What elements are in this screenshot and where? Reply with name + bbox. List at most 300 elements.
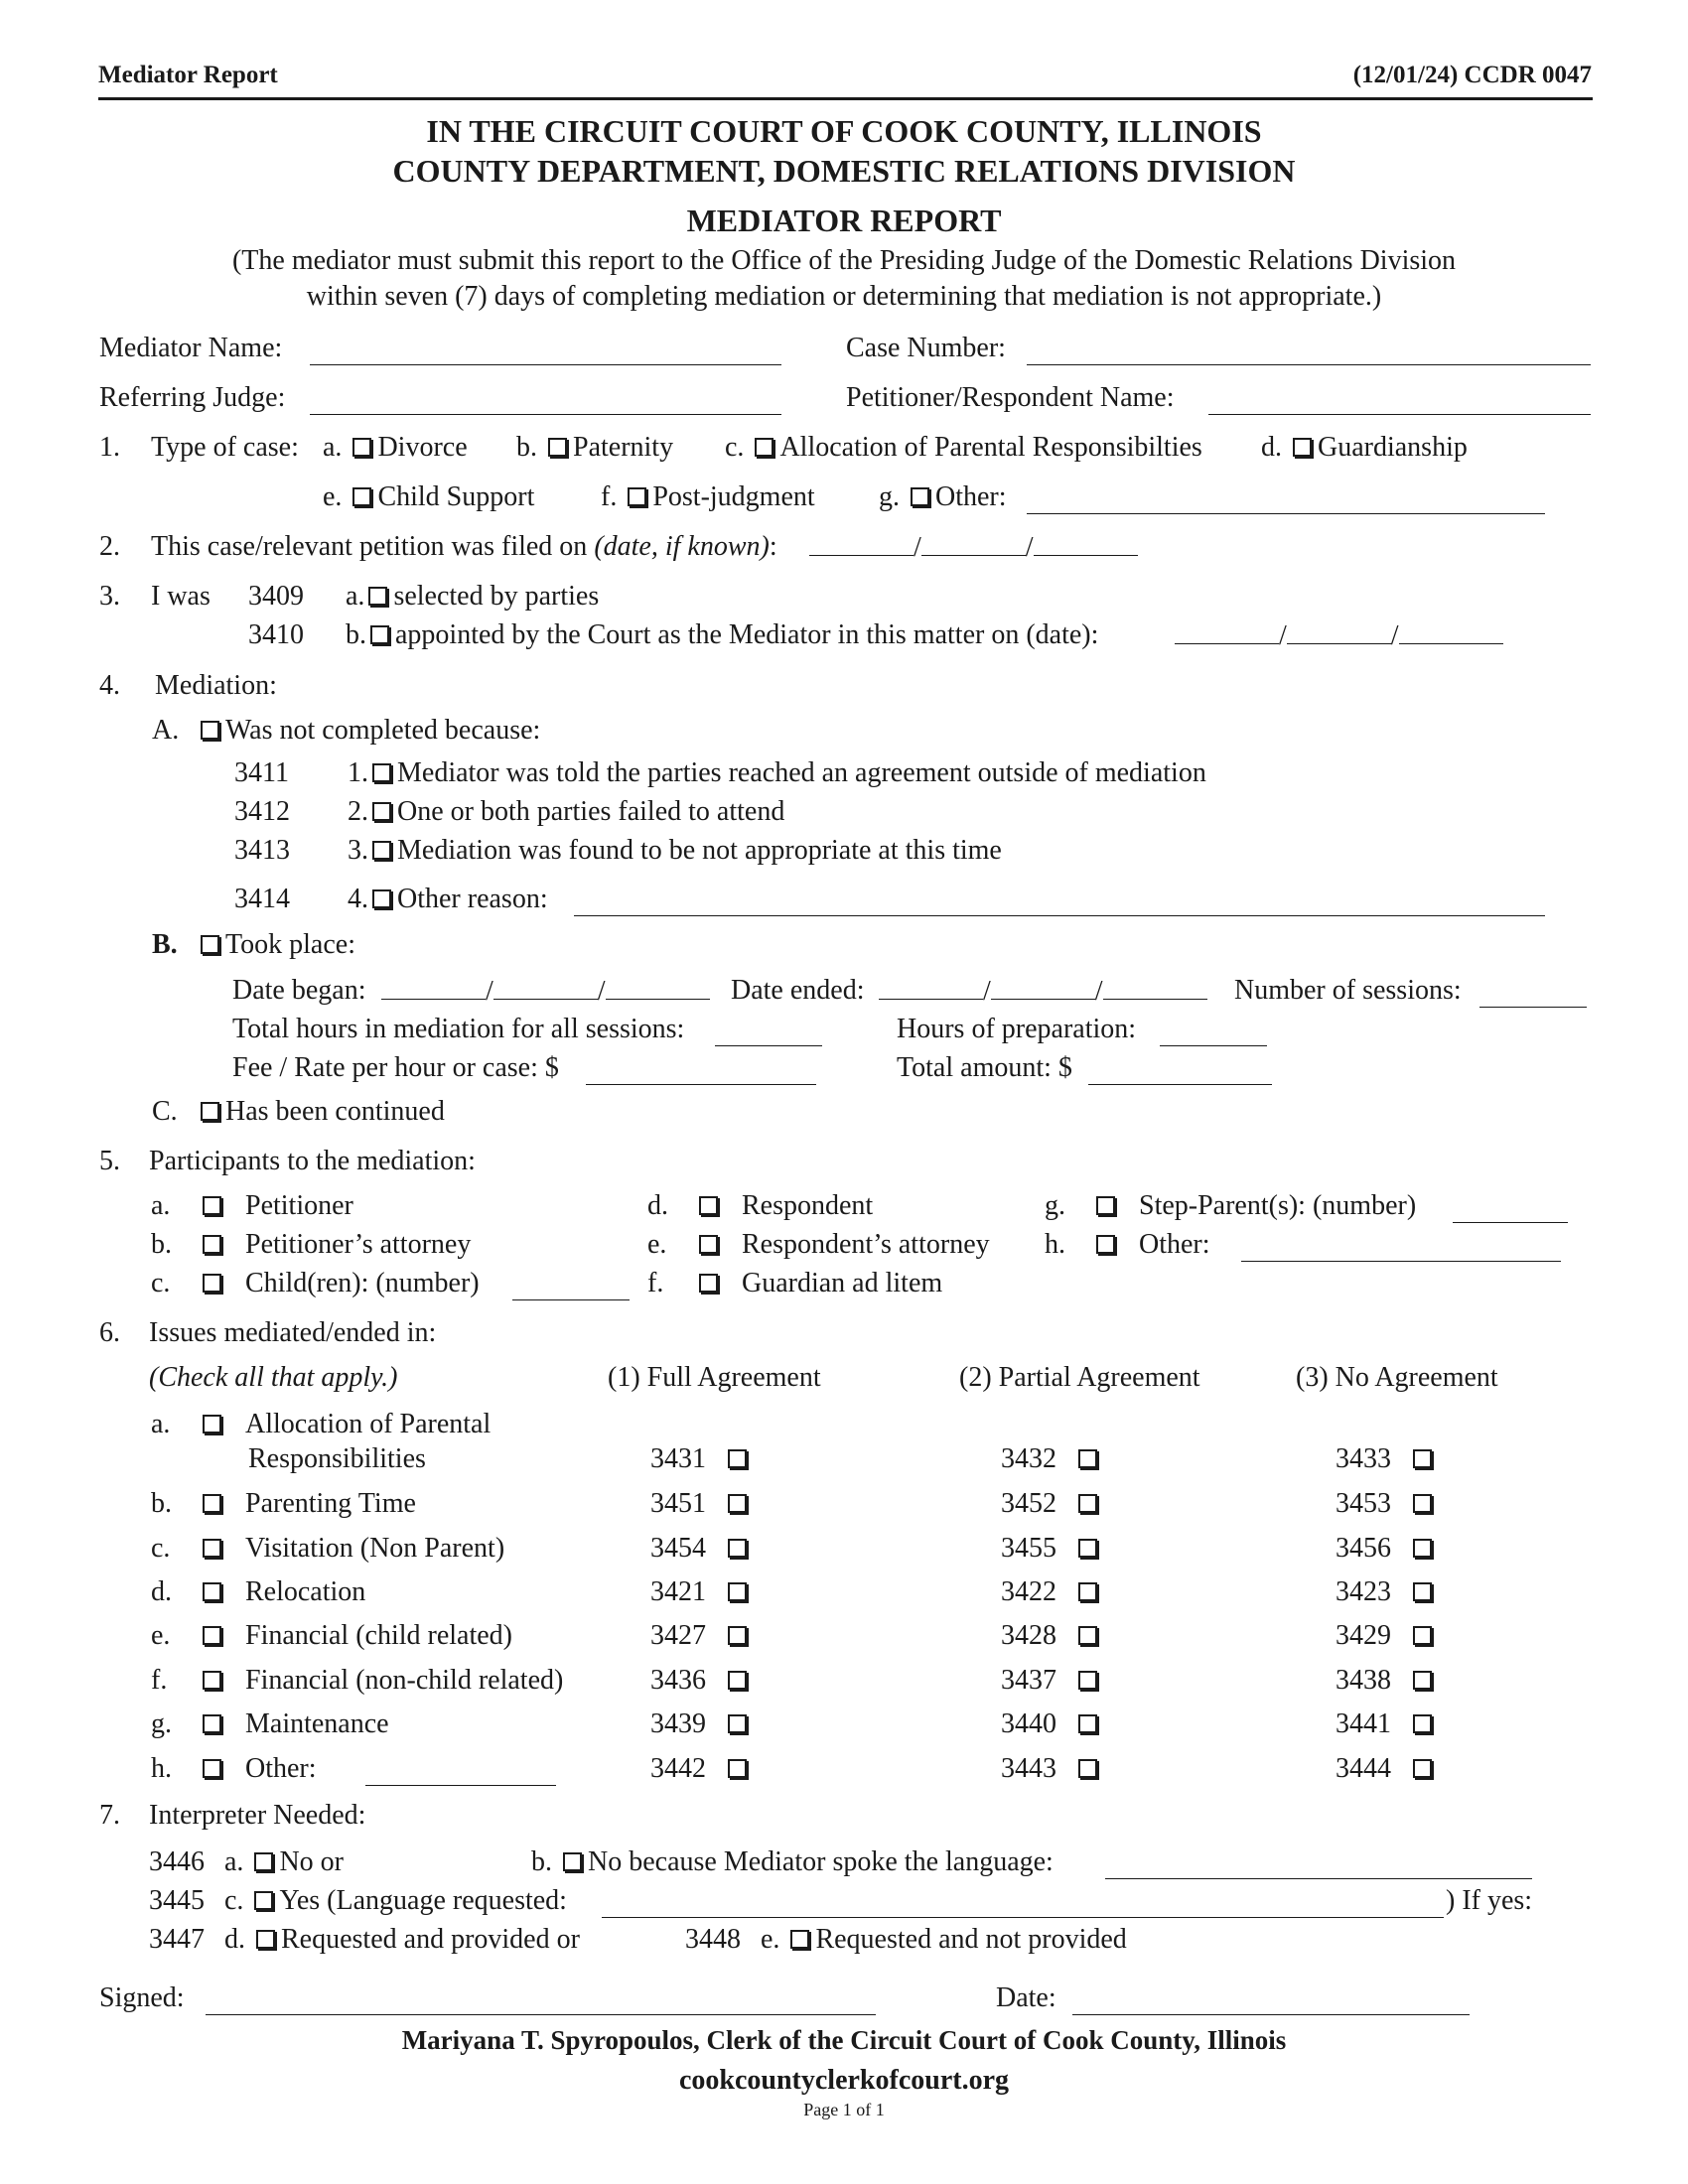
interpreter-provided-option[interactable]: [224, 1924, 580, 1956]
q7-code-a: 3446: [149, 1846, 205, 1877]
checkbox-icon[interactable]: [254, 1891, 273, 1910]
partial-agreement-cell[interactable]: [1001, 1576, 1103, 1608]
q7-code-d: 3447: [149, 1924, 205, 1955]
total-amount-label: Total amount: $: [897, 1052, 1072, 1083]
option-number: 4.: [348, 884, 368, 914]
signed-label: Signed:: [99, 1982, 185, 2013]
checkbox-icon[interactable]: [911, 487, 929, 506]
option-label: No or: [279, 1846, 344, 1877]
issue-label: Parenting Time: [245, 1488, 416, 1519]
form-header-left: Mediator Report: [98, 62, 278, 88]
option-label: Yes (Language requested:: [279, 1885, 567, 1916]
no-agreement-code: 3441: [1336, 1708, 1391, 1739]
if-yes-label: ) If yes:: [1446, 1885, 1533, 1916]
appointed-date-field[interactable]: / /: [1175, 619, 1503, 652]
appointed-by-court-option[interactable]: [346, 619, 1098, 651]
interpreter-mediator-spoke-option[interactable]: [531, 1846, 1054, 1878]
full-agreement-code: 3427: [650, 1620, 706, 1651]
checkbox-icon[interactable]: [203, 1196, 221, 1215]
case-type-other-field[interactable]: [1027, 489, 1545, 514]
option-letter: a.: [224, 1846, 244, 1877]
checkbox-icon[interactable]: [1078, 1582, 1097, 1601]
partial-agreement-code: 3443: [1001, 1753, 1056, 1784]
reason-1-option[interactable]: [348, 757, 1206, 789]
option-label: Paternity: [573, 432, 674, 463]
reason-2-option[interactable]: [348, 796, 784, 828]
no-agreement-cell[interactable]: [1336, 1443, 1438, 1475]
issue-letter: f.: [151, 1665, 168, 1696]
q7-label: Interpreter Needed:: [149, 1800, 366, 1831]
checkbox-icon[interactable]: [203, 1235, 221, 1254]
q5-a-letter: a.: [151, 1190, 171, 1221]
option-letter: e.: [323, 481, 343, 512]
option-number: 2.: [348, 796, 368, 827]
checkbox-icon[interactable]: [203, 1539, 221, 1558]
option-label: Other:: [935, 481, 1007, 512]
reason-2-code: 3412: [234, 796, 290, 827]
instructions-line2: within seven (7) days of completing mediation or determining that mediation is not appropriate.): [306, 281, 1382, 312]
date-began-label: Date began:: [232, 975, 366, 1006]
option-letter: e.: [761, 1924, 780, 1955]
reason-3-option[interactable]: [348, 835, 1002, 867]
no-agreement-code: 3438: [1336, 1665, 1391, 1696]
full-agreement-cell[interactable]: [650, 1488, 753, 1520]
checkbox-icon[interactable]: [628, 487, 646, 506]
case-type-other[interactable]: [879, 481, 1007, 513]
full-agreement-cell[interactable]: [650, 1620, 753, 1652]
checkbox-icon[interactable]: [1413, 1714, 1432, 1733]
option-label: Mediation was found to be not appropriate at this time: [397, 835, 1002, 866]
checkbox-icon[interactable]: [1096, 1235, 1115, 1254]
issue-letter: e.: [151, 1620, 171, 1651]
clerk-footer: Mariyana T. Spyropoulos, Clerk of the Circuit Court of Cook County, Illinois: [401, 2025, 1287, 2055]
reason-4-code: 3414: [234, 884, 290, 914]
interpreter-not-provided-option[interactable]: [761, 1924, 1127, 1956]
referring-judge-field[interactable]: [310, 390, 781, 415]
option-label: Post-judgment: [652, 481, 815, 512]
option-label: Other:: [1139, 1229, 1210, 1260]
option-number: 3.: [348, 835, 368, 866]
checkbox-icon[interactable]: [201, 935, 219, 954]
option-label: Requested and not provided: [815, 1924, 1127, 1955]
checkbox-icon[interactable]: [1293, 438, 1312, 457]
q3-label: I was: [151, 581, 211, 612]
checkbox-icon[interactable]: [699, 1196, 718, 1215]
total-hours-label: Total hours in mediation for all sessions:: [232, 1014, 685, 1044]
q6-label: Issues mediated/ended in:: [149, 1317, 437, 1348]
date-ended-field[interactable]: / /: [879, 975, 1207, 1008]
hours-prep-label: Hours of preparation:: [897, 1014, 1137, 1044]
checkbox-icon[interactable]: [372, 763, 391, 782]
no-agreement-code: 3429: [1336, 1620, 1391, 1651]
mediator-name-field[interactable]: [310, 341, 781, 365]
date-ended-label: Date ended:: [731, 975, 865, 1006]
issue-letter: g.: [151, 1708, 172, 1739]
checkbox-icon[interactable]: [352, 438, 371, 457]
participant-other[interactable]: [1092, 1229, 1210, 1261]
checkbox-icon[interactable]: [699, 1235, 718, 1254]
checkbox-icon[interactable]: [372, 889, 391, 908]
q3-code-b: 3410: [248, 619, 304, 650]
issue-option[interactable]: [199, 1488, 416, 1520]
q4-label: Mediation:: [155, 670, 277, 701]
checkbox-icon[interactable]: [203, 1626, 221, 1645]
issue-label: Allocation of Parental: [245, 1409, 492, 1439]
option-label: Step-Parent(s): (number): [1139, 1190, 1417, 1221]
issue-option[interactable]: [199, 1576, 365, 1608]
partial-agreement-code: 3437: [1001, 1665, 1056, 1696]
q3-number: 3.: [99, 581, 120, 612]
option-label: Respondent’s attorney: [742, 1229, 990, 1260]
mediator-name-label: Mediator Name:: [99, 333, 283, 363]
num-sessions-field[interactable]: [1479, 983, 1587, 1008]
option-label: Child Support: [377, 481, 535, 512]
partial-agreement-code: 3422: [1001, 1576, 1056, 1607]
q7-number: 7.: [99, 1800, 120, 1831]
court-name: IN THE CIRCUIT COURT OF COOK COUNTY, ILLINOIS: [426, 113, 1262, 149]
q2-label-text: This case/relevant petition was filed on: [151, 531, 588, 562]
col-no-agreement: (3) No Agreement: [1296, 1362, 1498, 1393]
q7-code-c: 3445: [149, 1885, 205, 1916]
checkbox-icon[interactable]: [372, 802, 391, 821]
total-hours-field[interactable]: [715, 1022, 822, 1046]
no-agreement-cell[interactable]: [1336, 1488, 1438, 1520]
other-reason-field[interactable]: [574, 891, 1545, 916]
no-agreement-code: 3444: [1336, 1753, 1391, 1784]
checkbox-icon[interactable]: [728, 1449, 747, 1468]
issue-option[interactable]: [199, 1665, 563, 1697]
case-type-allocation[interactable]: [725, 432, 1202, 464]
participant-other-field[interactable]: [1241, 1237, 1561, 1262]
participant-guardian-ad-litem[interactable]: [695, 1268, 942, 1299]
option-label: Has been continued: [225, 1096, 445, 1127]
checkbox-icon[interactable]: [203, 1582, 221, 1601]
issue-letter: h.: [151, 1753, 172, 1784]
checkbox-icon[interactable]: [203, 1671, 221, 1690]
q4-a-letter: A.: [152, 715, 180, 746]
partial-agreement-code: 3432: [1001, 1443, 1056, 1474]
issue-label-line2: Responsibilities: [248, 1443, 426, 1474]
checkbox-icon[interactable]: [203, 1274, 221, 1293]
option-label: Child(ren): (number): [245, 1268, 480, 1298]
q3-code-a: 3409: [248, 581, 304, 612]
checkbox-icon[interactable]: [370, 625, 389, 644]
option-label: Other reason:: [397, 884, 548, 914]
participant-respondent[interactable]: [695, 1190, 873, 1222]
option-number: 1.: [348, 757, 368, 788]
partial-agreement-code: 3428: [1001, 1620, 1056, 1651]
full-agreement-cell[interactable]: [650, 1753, 753, 1785]
q5-b-letter: b.: [151, 1229, 172, 1260]
no-agreement-code: 3433: [1336, 1443, 1391, 1474]
q4-b-letter: B.: [152, 929, 178, 960]
checkbox-icon[interactable]: [1413, 1539, 1432, 1558]
no-agreement-code: 3453: [1336, 1488, 1391, 1519]
checkbox-icon[interactable]: [372, 841, 391, 860]
option-label: One or both parties failed to attend: [397, 796, 785, 827]
option-letter: d.: [1261, 432, 1282, 463]
case-type-child-support[interactable]: [323, 481, 534, 513]
full-agreement-cell[interactable]: [650, 1533, 753, 1565]
option-letter: b.: [516, 432, 537, 463]
q2-label: [151, 531, 777, 563]
full-agreement-code: 3439: [650, 1708, 706, 1739]
referring-judge-label: Referring Judge:: [99, 382, 286, 413]
num-sessions-label: Number of sessions:: [1234, 975, 1462, 1006]
no-agreement-code: 3423: [1336, 1576, 1391, 1607]
option-label: Guardian ad litem: [742, 1268, 943, 1298]
q5-h-letter: h.: [1045, 1229, 1065, 1260]
q4-c-letter: C.: [152, 1096, 178, 1127]
option-label: Petitioner: [245, 1190, 353, 1221]
checkbox-icon[interactable]: [1078, 1714, 1097, 1733]
petitioner-respondent-label: Petitioner/Respondent Name:: [846, 382, 1175, 413]
option-letter: d.: [224, 1924, 245, 1955]
partial-agreement-code: 3452: [1001, 1488, 1056, 1519]
issue-letter: b.: [151, 1488, 172, 1519]
case-type-divorce[interactable]: [323, 432, 468, 464]
checkbox-icon[interactable]: [368, 587, 387, 606]
reason-4-option[interactable]: [348, 884, 548, 915]
total-amount-field[interactable]: [1088, 1060, 1272, 1085]
issue-label: Other:: [245, 1753, 317, 1784]
page-title: MEDIATOR REPORT: [686, 203, 1002, 238]
issue-option[interactable]: [199, 1708, 389, 1740]
option-letter: c.: [725, 432, 745, 463]
partial-agreement-code: 3440: [1001, 1708, 1056, 1739]
checkbox-icon[interactable]: [563, 1852, 582, 1871]
issue-label: Financial (non-child related): [245, 1665, 564, 1696]
date-label: Date:: [996, 1982, 1056, 2013]
checkbox-icon[interactable]: [790, 1930, 809, 1949]
q5-e-letter: e.: [647, 1229, 667, 1260]
checkbox-icon[interactable]: [203, 1494, 221, 1513]
children-number-field[interactable]: [512, 1276, 630, 1300]
option-label: selected by parties: [393, 581, 600, 612]
language-requested-field[interactable]: [602, 1893, 1444, 1918]
partial-agreement-cell[interactable]: [1001, 1443, 1103, 1475]
court-division: COUNTY DEPARTMENT, DOMESTIC RELATIONS DIVISION: [392, 153, 1296, 189]
checkbox-icon[interactable]: [1078, 1759, 1097, 1778]
issue-option[interactable]: [199, 1620, 512, 1652]
checkbox-icon[interactable]: [728, 1626, 747, 1645]
no-agreement-code: 3456: [1336, 1533, 1391, 1564]
option-letter: c.: [224, 1885, 244, 1916]
petitioner-respondent-field[interactable]: [1208, 390, 1591, 415]
checkbox-icon[interactable]: [548, 438, 567, 457]
selected-by-parties-option[interactable]: [346, 581, 599, 613]
full-agreement-code: 3442: [650, 1753, 706, 1784]
option-label: Petitioner’s attorney: [245, 1229, 472, 1260]
checkbox-icon[interactable]: [201, 721, 219, 740]
case-type-post-judgment[interactable]: [601, 481, 815, 513]
checkbox-icon[interactable]: [256, 1930, 275, 1949]
option-label: Took place:: [225, 929, 355, 960]
interpreter-no-option[interactable]: [224, 1846, 344, 1878]
q5-c-letter: c.: [151, 1268, 171, 1298]
case-number-label: Case Number:: [846, 333, 1006, 363]
reason-1-code: 3411: [234, 757, 289, 788]
no-agreement-cell[interactable]: [1336, 1753, 1438, 1785]
issue-label: Visitation (Non Parent): [245, 1533, 505, 1564]
full-agreement-code: 3421: [650, 1576, 706, 1607]
option-letter: g.: [879, 481, 900, 512]
q5-f-letter: f.: [647, 1268, 664, 1298]
checkbox-icon[interactable]: [1413, 1671, 1432, 1690]
checkbox-icon[interactable]: [201, 1102, 219, 1121]
checkbox-icon[interactable]: [254, 1852, 273, 1871]
checkbox-icon[interactable]: [728, 1582, 747, 1601]
q1-label: Type of case:: [151, 432, 299, 463]
participant-step-parent[interactable]: [1092, 1190, 1416, 1222]
signature-date-field[interactable]: [1072, 1990, 1470, 2015]
checkbox-icon[interactable]: [728, 1714, 747, 1733]
not-completed-option[interactable]: [197, 715, 540, 747]
q5-d-letter: d.: [647, 1190, 668, 1221]
signature-field[interactable]: [206, 1990, 876, 2015]
option-label: appointed by the Court as the Mediator in this matter on (date):: [395, 619, 1099, 650]
checkbox-icon[interactable]: [1096, 1196, 1115, 1215]
issue-option[interactable]: [199, 1409, 491, 1440]
step-parent-number-field[interactable]: [1453, 1198, 1568, 1223]
issue-letter: c.: [151, 1533, 171, 1564]
partial-agreement-cell[interactable]: [1001, 1533, 1103, 1565]
q7-code-e: 3448: [685, 1924, 741, 1955]
checkbox-icon[interactable]: [728, 1539, 747, 1558]
fee-rate-label: Fee / Rate per hour or case: $: [232, 1052, 559, 1083]
case-type-paternity[interactable]: [516, 432, 673, 464]
partial-agreement-code: 3455: [1001, 1533, 1056, 1564]
full-agreement-cell[interactable]: [650, 1708, 753, 1740]
hours-prep-field[interactable]: [1160, 1022, 1267, 1046]
participant-children[interactable]: [199, 1268, 480, 1299]
full-agreement-code: 3454: [650, 1533, 706, 1564]
issue-label: Financial (child related): [245, 1620, 512, 1651]
full-agreement-code: 3436: [650, 1665, 706, 1696]
option-label: No because Mediator spoke the language:: [588, 1846, 1054, 1877]
checkbox-icon[interactable]: [1413, 1449, 1432, 1468]
issue-option[interactable]: [199, 1753, 317, 1785]
checkbox-icon[interactable]: [728, 1759, 747, 1778]
checkbox-icon[interactable]: [203, 1714, 221, 1733]
q6-number: 6.: [99, 1317, 120, 1348]
q5-label: Participants to the mediation:: [149, 1146, 476, 1176]
option-label: Respondent: [742, 1190, 874, 1221]
no-agreement-cell[interactable]: [1336, 1665, 1438, 1697]
check-all-note: (Check all that apply.): [149, 1362, 398, 1393]
checkbox-icon[interactable]: [1078, 1494, 1097, 1513]
col-partial-agreement: (2) Partial Agreement: [959, 1362, 1200, 1393]
q2-label-colon: :: [769, 531, 777, 562]
full-agreement-cell[interactable]: [650, 1443, 753, 1475]
option-label: Allocation of Parental Responsibilties: [779, 432, 1202, 463]
checkbox-icon[interactable]: [699, 1274, 718, 1293]
q4-number: 4.: [99, 670, 120, 701]
date-began-field[interactable]: / /: [381, 975, 710, 1008]
issue-letter: d.: [151, 1576, 172, 1607]
option-letter: a.: [346, 581, 365, 612]
case-number-field[interactable]: [1027, 341, 1591, 365]
q2-number: 2.: [99, 531, 120, 562]
participant-respondent-attorney[interactable]: [695, 1229, 990, 1261]
took-place-option[interactable]: [197, 929, 355, 961]
q5-g-letter: g.: [1045, 1190, 1065, 1221]
issue-label: Maintenance: [245, 1708, 389, 1739]
partial-agreement-cell[interactable]: [1001, 1665, 1103, 1697]
checkbox-icon[interactable]: [1413, 1582, 1432, 1601]
checkbox-icon[interactable]: [1413, 1759, 1432, 1778]
full-agreement-cell[interactable]: [650, 1665, 753, 1697]
checkbox-icon[interactable]: [1413, 1626, 1432, 1645]
option-label: Divorce: [377, 432, 468, 463]
checkbox-icon[interactable]: [1078, 1626, 1097, 1645]
header-rule: [98, 97, 1593, 100]
no-agreement-cell[interactable]: [1336, 1576, 1438, 1608]
page-number: Page 1 of 1: [803, 2100, 885, 2119]
issue-letter: a.: [151, 1409, 171, 1439]
instructions-line1: (The mediator must submit this report to the Office of the Presiding Judge of the Domestic Relations Division: [231, 245, 1457, 276]
checkbox-icon[interactable]: [1078, 1449, 1097, 1468]
full-agreement-code: 3451: [650, 1488, 706, 1519]
issue-other-field[interactable]: [365, 1761, 556, 1786]
mediator-language-field[interactable]: [1105, 1854, 1532, 1879]
option-letter: b.: [346, 619, 366, 650]
checkbox-icon[interactable]: [728, 1494, 747, 1513]
q1-number: 1.: [99, 432, 120, 463]
interpreter-yes-option[interactable]: [224, 1885, 567, 1917]
option-label: Requested and provided or: [281, 1924, 580, 1955]
option-letter: a.: [323, 432, 343, 463]
no-agreement-cell[interactable]: [1336, 1620, 1438, 1652]
form-number: (12/01/24) CCDR 0047: [1352, 62, 1592, 88]
fee-rate-field[interactable]: [586, 1060, 816, 1085]
participant-petitioner-attorney[interactable]: [199, 1229, 471, 1261]
partial-agreement-cell[interactable]: [1001, 1708, 1103, 1740]
checkbox-icon[interactable]: [352, 487, 371, 506]
q2-label-hint: (date, if known): [594, 531, 770, 562]
case-type-guardianship[interactable]: [1261, 432, 1468, 464]
filed-date-field[interactable]: / /: [809, 531, 1138, 564]
option-label: Mediator was told the parties reached an agreement outside of mediation: [397, 757, 1206, 788]
issue-option[interactable]: [199, 1533, 504, 1565]
checkbox-icon[interactable]: [1078, 1671, 1097, 1690]
continued-option[interactable]: [197, 1096, 445, 1128]
no-agreement-cell[interactable]: [1336, 1708, 1438, 1740]
full-agreement-cell[interactable]: [650, 1576, 753, 1608]
partial-agreement-cell[interactable]: [1001, 1488, 1103, 1520]
participant-petitioner[interactable]: [199, 1190, 353, 1222]
partial-agreement-cell[interactable]: [1001, 1620, 1103, 1652]
reason-3-code: 3413: [234, 835, 290, 866]
issue-label: Relocation: [245, 1576, 366, 1607]
checkbox-icon[interactable]: [728, 1671, 747, 1690]
checkbox-icon[interactable]: [1078, 1539, 1097, 1558]
full-agreement-code: 3431: [650, 1443, 706, 1474]
checkbox-icon[interactable]: [203, 1759, 221, 1778]
partial-agreement-cell[interactable]: [1001, 1753, 1103, 1785]
q5-number: 5.: [99, 1146, 120, 1176]
option-letter: b.: [531, 1846, 552, 1877]
clerk-website[interactable]: cookcountyclerkofcourt.org: [678, 2065, 1010, 2096]
no-agreement-cell[interactable]: [1336, 1533, 1438, 1565]
checkbox-icon[interactable]: [1413, 1494, 1432, 1513]
option-letter: f.: [601, 481, 618, 512]
option-label: Guardianship: [1318, 432, 1468, 463]
col-full-agreement: (1) Full Agreement: [608, 1362, 821, 1393]
checkbox-icon[interactable]: [203, 1415, 221, 1433]
checkbox-icon[interactable]: [755, 438, 774, 457]
option-label: Was not completed because:: [225, 715, 541, 746]
